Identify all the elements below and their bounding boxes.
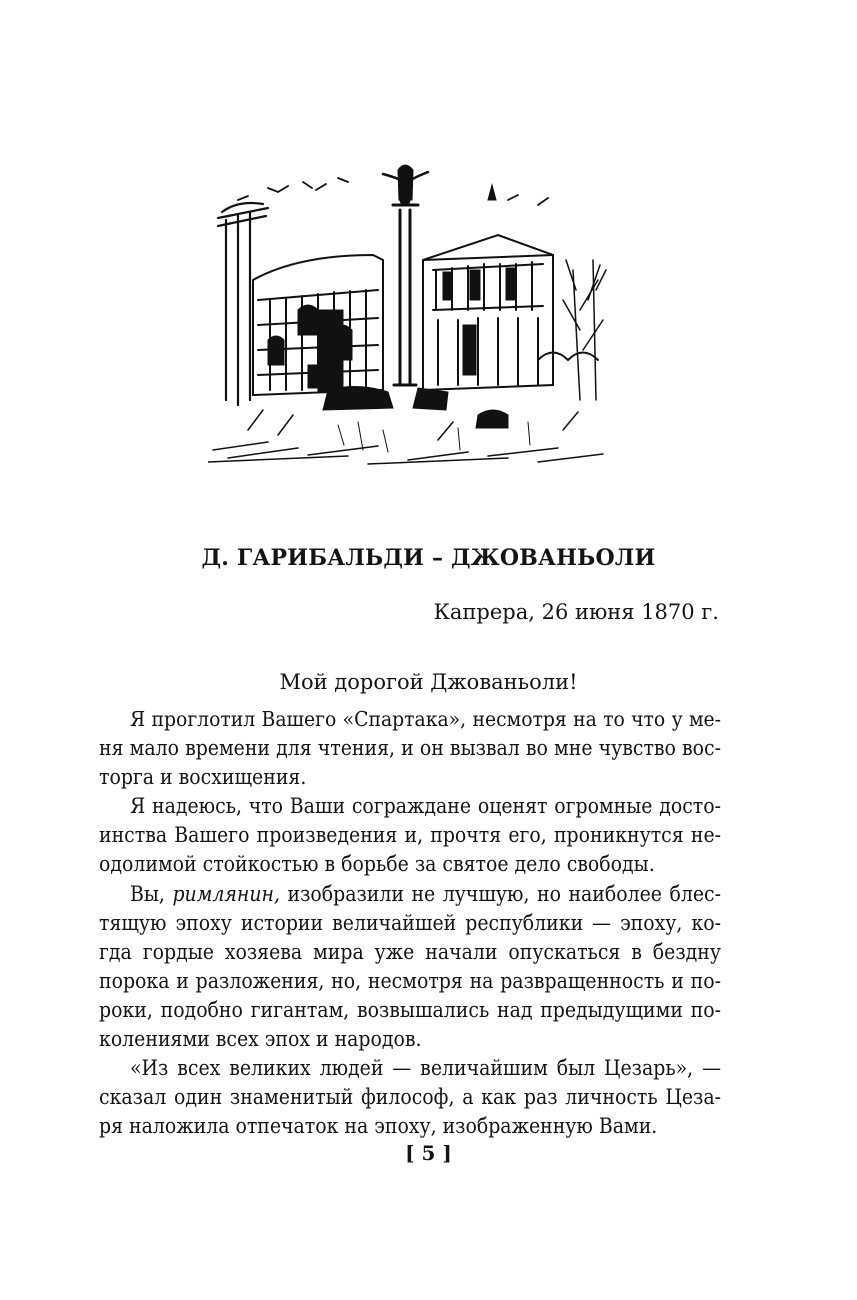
text-line: ня мало времени для чтения, и он вызвал во мне чувство вос- — [99, 736, 721, 761]
letter-dateline: Капрера, 26 июня 1870 г. — [433, 600, 719, 624]
paragraph-3 — [99, 880, 721, 1055]
letter-heading: Д. ГАРИБАЛЬДИ – ДЖОВАНЬОЛИ — [201, 545, 656, 571]
text-line: гда гордые хозяева мира уже начали опускаться в бездну — [99, 939, 721, 964]
city-square-illustration — [208, 160, 608, 468]
text-line — [99, 880, 721, 909]
text-line: «Из всех великих людей — величайшим был Цезарь», — — [130, 1056, 721, 1081]
paragraph-1 — [99, 705, 721, 792]
text-segment: Вы, — [130, 881, 173, 906]
text-line: роки, подобно гигантам, возвышались над предыдущими по- — [99, 997, 721, 1022]
text-line: ря наложила отпечаток на эпоху, изображенную Вами. — [99, 1114, 658, 1139]
text-segment: изобразили не лучшую, но наиболее блес- — [279, 881, 721, 906]
paragraph-4 — [99, 1054, 721, 1141]
letter-body — [99, 705, 721, 1141]
letter-salutation: Мой дорогой Джованьоли! — [279, 670, 578, 694]
text-line: Я проглотил Вашего «Спартака», несмотря на то что у ме- — [130, 707, 721, 731]
text-line: одолимой стойкостью в борьбе за святое дело свободы. — [99, 852, 655, 877]
text-line: сказал один знаменитый философ, а как раз личность Цеза- — [99, 1085, 721, 1110]
text-line: Я надеюсь, что Ваши сограждане оценят огромные досто- — [130, 794, 721, 819]
text-line: колениями всех эпох и народов. — [99, 1027, 422, 1052]
text-line: тящую эпоху истории величайшей республики — эпоху, ко- — [99, 910, 721, 935]
page-number: [ 5 ] — [405, 1141, 452, 1165]
text-line: инства Вашего произведения и, прочтя его, проникнутся не- — [99, 823, 721, 848]
italic-word: римлянин, — [172, 881, 280, 906]
paragraph-2 — [99, 792, 721, 879]
text-line: порока и разложения, но, несмотря на развращенность и по- — [99, 968, 721, 993]
text-line: торга и восхищения. — [99, 765, 307, 790]
